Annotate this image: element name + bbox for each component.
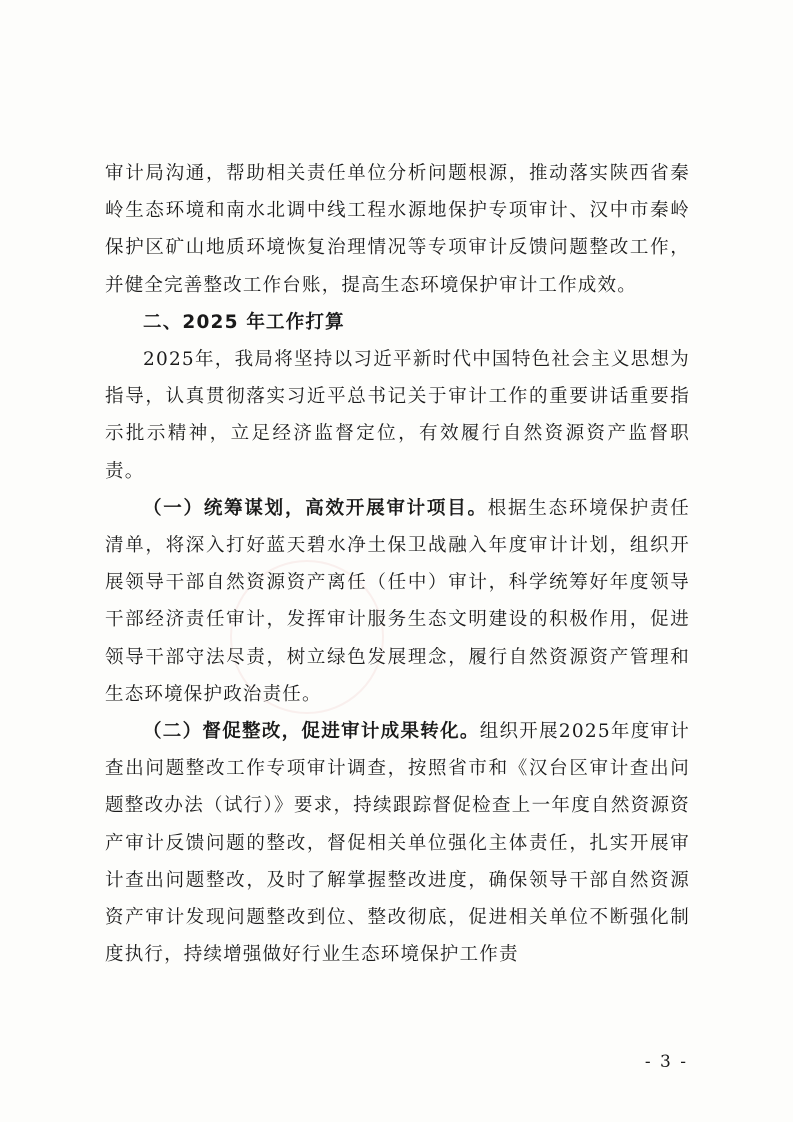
paragraph-subsection-2 bbox=[105, 713, 690, 973]
subsection-1-heading: （一）统筹谋划，高效开展审计项目。 bbox=[143, 497, 488, 519]
subsection-2-heading: （二）督促整改，促进审计成果转化。 bbox=[143, 721, 480, 743]
subsection-1-text: 根据生态环境保护责任清单，将深入打好蓝天碧水净土保卫战融入年度审计计划，组织开展领导干部自然资源资产离任（任中）审计，科学统筹好年度领导干部经济责任审计，发挥审计服务生态文明建设的积极作用，促进领导干部守法尽责，树立绿色发展理念，履行自然资源资产管理和生态环境保护政治责任。 bbox=[105, 497, 690, 705]
document-body bbox=[105, 155, 690, 973]
section-heading: 二、2025 年工作打算 bbox=[143, 311, 345, 333]
subsection-2-text: 组织开展2025年度审计查出问题整改工作专项审计调查，按照省市和《汉台区审计查出问题整改办法（试行）》要求，持续跟踪督促检查上一年度自然资源资产审计反馈问题的整改，督促相关单位强化主体责任，扎实开展审计查出问题整改，及时了解掌握整改进度，确保领导干部自然资源资产审计发现问题整改到位、整改彻底，促进相关单位不断强化制度执行，持续增强做好行业生态环境保护工作责 bbox=[105, 721, 691, 966]
paragraph-subsection-1 bbox=[105, 490, 690, 713]
page-number: - 3 - bbox=[644, 1052, 688, 1072]
paragraph-intro: 2025年，我局将坚持以习近平新时代中国特色社会主义思想为指导，认真贯彻落实习近平总书记关于审计工作的重要讲话重要指示批示精神，立足经济监督定位，有效履行自然资源资产监督职责。 bbox=[105, 349, 690, 482]
paragraph-continuation: 审计局沟通，帮助相关责任单位分析问题根源，推动落实陕西省秦岭生态环境和南水北调中线工程水源地保护专项审计、汉中市秦岭保护区矿山地质环境恢复治理情况等专项审计反馈问题整改工作，并健全完善整改工作台账，提高生态环境保护审计工作成效。 bbox=[105, 163, 690, 296]
